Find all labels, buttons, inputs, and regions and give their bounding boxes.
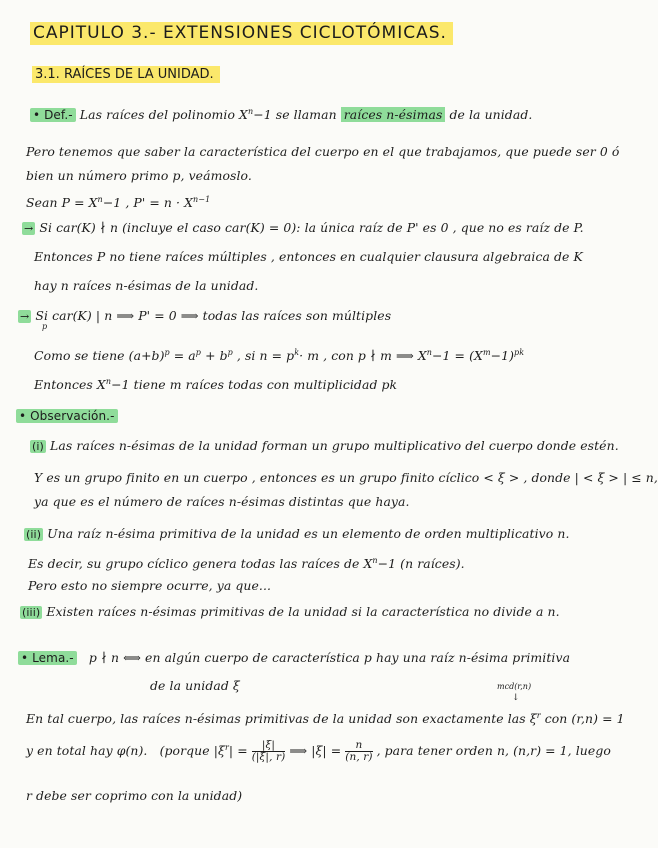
observation-heading bbox=[16, 408, 118, 424]
observation-line: Y es un grupo finito en un cuerpo , entonces es un grupo finito cíclico < ξ > , donde | < ξ > | ≤ n, bbox=[34, 470, 658, 485]
chapter-title: CAPITULO 3.- EXTENSIONES CICLOTÓMICAS. bbox=[30, 22, 453, 45]
arrow-down-icon: ↓ bbox=[512, 693, 520, 703]
lemma-line: r debe ser coprimo con la unidad) bbox=[26, 788, 243, 803]
case-line: → Si car(K) | n ⟹ P' = 0 ⟹ todas las raíces son múltiples bbox=[20, 308, 392, 323]
paragraph-line: Sean $P = X^n-1$ , $P' = n \cdot X^{n-1}$ bbox=[26, 195, 211, 210]
observation-line: ya que es el número de raíces n-ésimas distintas que haya. bbox=[34, 494, 410, 509]
item-label: (iii) bbox=[22, 606, 41, 619]
subscript-p: p bbox=[42, 322, 48, 331]
observation-line: Pero esto no siempre ocurre, ya que... bbox=[28, 578, 272, 593]
arrow-icon: → bbox=[20, 310, 30, 323]
mcd-annotation: mcd(r,n) bbox=[497, 682, 532, 691]
definition-tag: • Def.- bbox=[30, 108, 76, 122]
case-line: → Si car(K) ∤ n (incluye el caso car(K) = 0): la única raíz de P' es 0 , que no es raíz de P. bbox=[24, 220, 584, 235]
definition-line: • Def.- Las raíces del polinomio $X^n-1$ se llaman raíces n-ésimas de la unidad. bbox=[30, 104, 532, 123]
observation-tag: • Observación.- bbox=[16, 409, 118, 423]
item-label: (i) bbox=[32, 440, 44, 453]
arrow-icon: → bbox=[24, 222, 34, 235]
lemma-line: En tal cuerpo, las raíces n-ésimas primitivas de la unidad son exactamente las $\xi^r$ con (r,n) = 1 bbox=[26, 711, 625, 726]
lemma-line: de la unidad ξ bbox=[150, 678, 240, 693]
case-line: Entonces $X^n-1$ tiene m raíces todas con multiplicidad pk bbox=[34, 377, 398, 392]
observation-line: (iii) Existen raíces n-ésimas primitivas de la unidad si la característica no divide a n. bbox=[22, 604, 560, 619]
lemma-line: y en total hay φ(n). (porque $|\xi^r|$ = $\frac{|\xi|}{(|\xi|, r)}$ ⟹ |ξ| = $\frac{n}{(n, r)}$ , para tener orden n, (n,r) = 1, luego bbox=[26, 739, 611, 763]
section-title: 3.1. RAÍCES DE LA UNIDAD. bbox=[32, 66, 220, 83]
case-line: Como se tiene $(a+b)^p = a^p + b^p$ , si $n = p^k\cdot m$ , con p ∤ m ⟹ $X^n-1 = (X^m-1)^{pk}$ bbox=[34, 348, 525, 363]
lemma-tag: • Lema.- bbox=[18, 651, 77, 665]
paragraph-line: bien un número primo p, veámoslo. bbox=[26, 168, 252, 183]
observation-line: (ii) Una raíz n-ésima primitiva de la unidad es un elemento de orden multiplicativo n. bbox=[26, 526, 570, 541]
fraction: $\frac{n}{(n, r)}$ bbox=[345, 739, 373, 763]
item-label: (ii) bbox=[26, 528, 42, 541]
lemma-line: • Lema.- p ∤ n ⟺ en algún cuerpo de característica p hay una raíz n-ésima primitiva bbox=[18, 650, 570, 666]
case-line: Entonces P no tiene raíces múltiples , entonces en cualquier clausura algebraica de K bbox=[34, 249, 583, 264]
case-line: hay n raíces n-ésimas de la unidad. bbox=[34, 278, 259, 293]
observation-line: (i) Las raíces n-ésimas de la unidad forman un grupo multiplicativo del cuerpo donde estén. bbox=[32, 438, 619, 453]
highlight-roots: raíces n-ésimas bbox=[341, 107, 446, 122]
fraction: $\frac{|\xi|}{(|\xi|, r)}$ bbox=[251, 739, 286, 763]
paragraph-line: Pero tenemos que saber la característica del cuerpo en el que trabajamos, que puede ser 0 ó bbox=[26, 144, 620, 159]
observation-line: Es decir, su grupo cíclico genera todas las raíces de $X^n-1$ (n raíces). bbox=[28, 556, 465, 571]
